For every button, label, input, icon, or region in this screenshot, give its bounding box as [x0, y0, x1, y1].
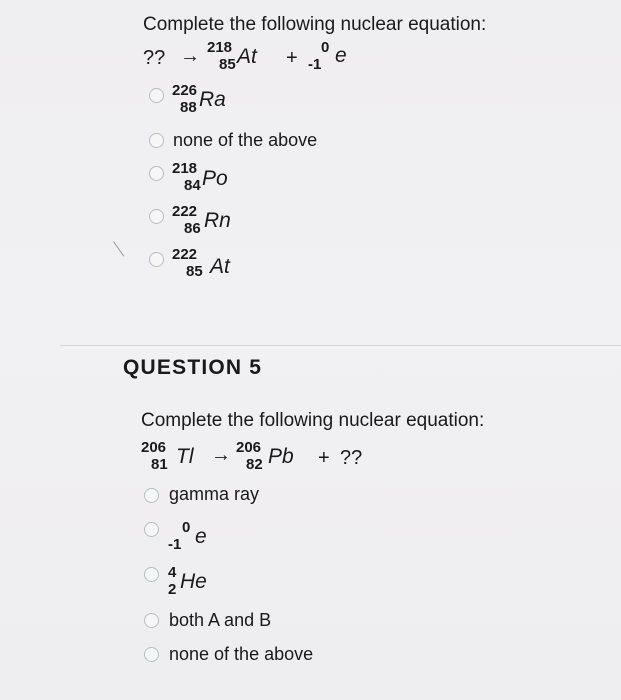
- radio-button[interactable]: [149, 252, 164, 267]
- arrow-icon: →: [211, 444, 231, 466]
- option-label: none of the above: [169, 644, 314, 664]
- mass-number: 4: [168, 564, 177, 581]
- atomic-number: 85: [219, 56, 236, 73]
- unknown-product: ??: [340, 447, 363, 469]
- radio-button[interactable]: [149, 166, 164, 181]
- question-5-prompt: Complete the following nuclear equation:: [141, 410, 485, 431]
- atomic-number: 85: [186, 263, 203, 280]
- atomic-number: -1: [308, 56, 322, 73]
- arrow-icon: →: [180, 45, 200, 67]
- option-label: none of the above: [173, 130, 318, 150]
- radio-button[interactable]: [144, 567, 159, 582]
- atomic-number: 86: [184, 220, 201, 237]
- mass-number: 0: [182, 519, 191, 536]
- element-symbol: He: [180, 570, 207, 593]
- mass-number: 0: [321, 39, 330, 56]
- radio-button[interactable]: [149, 209, 164, 224]
- element-symbol: At: [237, 45, 257, 68]
- radio-button[interactable]: [149, 88, 164, 103]
- element-symbol: Ra: [199, 88, 226, 111]
- atomic-number: 82: [246, 456, 263, 473]
- element-symbol: Tl: [176, 445, 194, 468]
- radio-button[interactable]: [144, 522, 159, 537]
- mass-number: 218: [172, 160, 198, 177]
- atomic-number: 84: [184, 177, 201, 194]
- radio-button[interactable]: [144, 613, 159, 628]
- atomic-number: 88: [180, 99, 197, 116]
- mass-number: 226: [172, 82, 198, 99]
- mass-number: 206: [141, 439, 167, 456]
- question-5-heading: QUESTION 5: [123, 356, 263, 379]
- element-symbol: e: [195, 525, 207, 548]
- element-symbol: Po: [202, 167, 228, 190]
- radio-button[interactable]: [149, 133, 164, 148]
- pen-tick-mark: [113, 233, 136, 256]
- plus-sign: +: [286, 47, 298, 69]
- atomic-number: 2: [168, 581, 177, 598]
- option-label: gamma ray: [169, 484, 260, 504]
- plus-sign: +: [318, 447, 330, 469]
- mass-number: 222: [172, 246, 198, 263]
- atomic-number: -1: [168, 536, 182, 553]
- question-4-prompt: Complete the following nuclear equation:: [143, 14, 487, 35]
- atomic-number: 81: [151, 456, 168, 473]
- element-symbol: Rn: [204, 209, 231, 232]
- mass-number: 206: [236, 439, 262, 456]
- mass-number: 218: [207, 39, 233, 56]
- unknown-reactant: ??: [143, 47, 166, 69]
- section-divider: [60, 345, 621, 346]
- element-symbol: Pb: [268, 445, 294, 468]
- element-symbol: At: [210, 255, 230, 278]
- element-symbol: e: [335, 44, 347, 67]
- option-label: both A and B: [169, 610, 272, 630]
- radio-button[interactable]: [144, 647, 159, 662]
- radio-button[interactable]: [144, 488, 159, 503]
- mass-number: 222: [172, 203, 198, 220]
